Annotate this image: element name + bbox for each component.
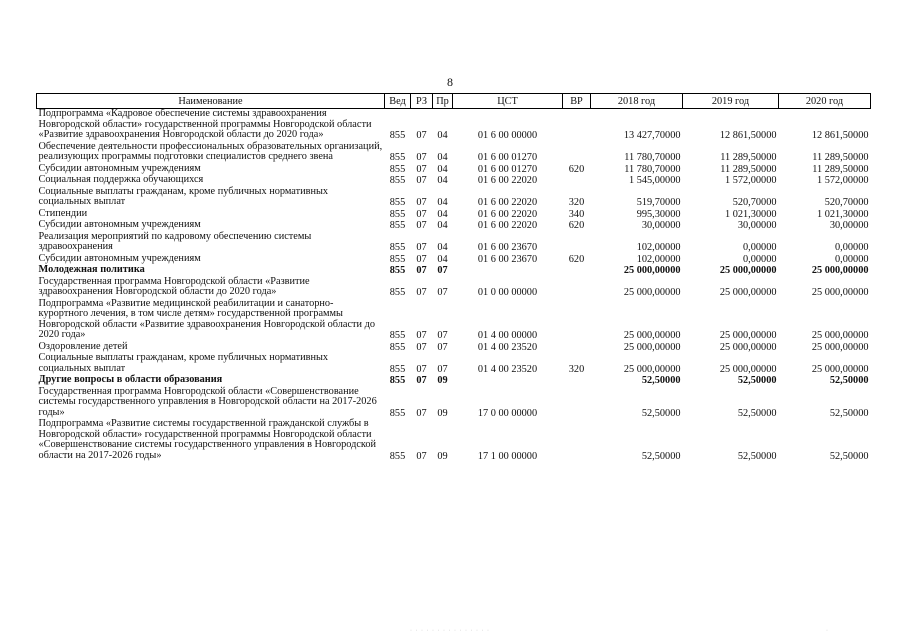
- cell-rz: 07: [416, 330, 427, 341]
- table-row: [37, 419, 871, 462]
- cell-rz: 07: [416, 407, 427, 419]
- header-2018: 2018 год: [591, 94, 683, 109]
- cell-name: Подпрограмма «Развитие системы государственной гражданской службы в Новгородской области» государственной программы Новгородской области «Совершенствование системы государственного управления в Новгородской области на 2017-2026 годы»: [38, 418, 377, 461]
- cell-2018: 11 780,70000: [624, 163, 681, 175]
- cell-2020: 11 289,50000: [812, 152, 869, 163]
- cell-rz: 07: [416, 197, 427, 208]
- cell-2019: 30,00000: [737, 220, 777, 231]
- table-row: [37, 353, 871, 375]
- cell-ved: 855: [389, 330, 406, 341]
- cell-vr: [563, 265, 591, 277]
- page-number: 8: [447, 75, 453, 89]
- cell-2018: 25 000,00000: [623, 363, 681, 375]
- cell-cst: 01 6 00 23670: [477, 242, 538, 253]
- cell-ved: 855: [389, 208, 406, 220]
- cell-ved: 855: [389, 175, 406, 186]
- cell-cst: 01 6 00 01270: [477, 152, 538, 163]
- cell-pr: 04: [437, 242, 448, 253]
- budget-table: [36, 93, 871, 462]
- cell-vr: [563, 232, 591, 254]
- cell-vr: 620: [568, 253, 585, 265]
- cell-rz: 07: [416, 450, 427, 462]
- cell-pr: 07: [437, 265, 448, 276]
- cell-2018: 995,30000: [636, 208, 681, 220]
- header-2020: 2020 год: [779, 94, 871, 109]
- cell-2020: 0,00000: [835, 253, 869, 265]
- cell-ved: 855: [389, 265, 406, 276]
- header-cst: ЦСТ: [453, 94, 563, 109]
- cell-2019: 52,50000: [737, 407, 777, 419]
- cell-2019: 520,70000: [732, 197, 777, 208]
- cell-ved: 855: [389, 341, 406, 353]
- cell-pr: 07: [437, 341, 448, 353]
- cell-vr: [563, 342, 591, 354]
- header-name: Наименование: [37, 94, 385, 109]
- cell-cst: 01 6 00 22020: [477, 220, 538, 231]
- cell-rz: 07: [416, 242, 427, 253]
- cell-ved: 855: [389, 197, 406, 208]
- cell-name: Социальные выплаты гражданам, кроме публичных нормативных социальных выплат: [38, 352, 329, 374]
- cell-2018: 25 000,00000: [623, 341, 681, 353]
- header-rz: РЗ: [411, 94, 433, 109]
- cell-2018: 52,50000: [641, 407, 681, 419]
- table-row: [37, 277, 871, 299]
- table-row: [37, 254, 871, 266]
- cell-2019: 1 572,00000: [725, 175, 777, 186]
- cell-cst: 17 0 00 00000: [477, 407, 538, 419]
- cell-name: Молодежная политика: [38, 264, 145, 275]
- cell-ved: 855: [389, 163, 406, 175]
- cell-pr: 04: [437, 163, 448, 175]
- cell-ved: 855: [389, 242, 406, 253]
- cell-name: Социальная поддержка обучающихся: [38, 174, 204, 185]
- cell-2018: 25 000,00000: [623, 265, 681, 276]
- cell-rz: 07: [416, 175, 427, 186]
- cell-pr: 04: [437, 197, 448, 208]
- cell-ved: 855: [389, 363, 406, 375]
- cell-2018: 11 780,70000: [624, 152, 681, 163]
- cell-2020: 52,50000: [829, 450, 869, 462]
- cell-ved: 855: [389, 130, 406, 141]
- cell-ved: 855: [389, 407, 406, 419]
- footer-mark-right: ·: [826, 628, 828, 634]
- cell-ved: 855: [389, 220, 406, 231]
- footer-marks: · · · · · · · · · · · · · · ·: [410, 628, 490, 634]
- table-row: [37, 187, 871, 209]
- cell-2018: 102,00000: [636, 242, 681, 253]
- cell-pr: 04: [437, 175, 448, 186]
- cell-rz: 07: [416, 363, 427, 375]
- table-row: [37, 109, 871, 142]
- cell-pr: 09: [437, 407, 448, 419]
- cell-vr: [563, 299, 591, 342]
- table-row: [37, 375, 871, 387]
- cell-2018: 52,50000: [641, 375, 681, 386]
- cell-cst: 01 6 00 00000: [477, 130, 538, 141]
- cell-2019: 0,00000: [743, 242, 777, 253]
- table-row: [37, 265, 871, 277]
- cell-2018: 519,70000: [636, 197, 681, 208]
- cell-name: Социальные выплаты гражданам, кроме публичных нормативных социальных выплат: [38, 185, 329, 207]
- cell-name: Субсидии автономным учреждениям: [38, 252, 201, 264]
- cell-2019: 11 289,50000: [720, 152, 777, 163]
- cell-rz: 07: [416, 375, 427, 386]
- cell-2019: 25 000,00000: [719, 341, 777, 353]
- cell-cst: [453, 265, 563, 277]
- cell-rz: 07: [416, 220, 427, 231]
- header-ved: Вед: [385, 94, 411, 109]
- table-row: [37, 142, 871, 164]
- cell-rz: 07: [416, 163, 427, 175]
- cell-2019: 11 289,50000: [720, 163, 777, 175]
- header-pr: Пр: [433, 94, 453, 109]
- cell-vr: [563, 277, 591, 299]
- cell-vr: 620: [568, 220, 585, 231]
- cell-2018: 30,00000: [641, 220, 681, 231]
- cell-cst: 01 6 00 23670: [477, 253, 538, 265]
- table-row: [37, 175, 871, 187]
- cell-vr: 620: [568, 163, 585, 175]
- cell-rz: 07: [416, 287, 427, 298]
- cell-rz: 07: [416, 130, 427, 141]
- cell-pr: 04: [437, 208, 448, 220]
- table-header-row: [37, 94, 871, 109]
- cell-name: Государственная программа Новгородской области «Развитие здравоохранения Новгородской области до 2020 года»: [38, 275, 310, 297]
- cell-2018: 25 000,00000: [623, 287, 681, 298]
- cell-rz: 07: [416, 341, 427, 353]
- cell-ved: 855: [389, 287, 406, 298]
- cell-vr: 340: [568, 208, 585, 220]
- cell-name: Подпрограмма «Развитие медицинской реабилитации и санаторно-курортного лечения, в том числе детям» государственной программы Новгородской области «Развитие здравоохранения Новгородской области до 2020 года»: [38, 297, 376, 340]
- cell-2020: 52,50000: [829, 375, 869, 386]
- cell-pr: 09: [437, 375, 448, 386]
- cell-vr: [563, 109, 591, 142]
- cell-cst: 01 4 00 00000: [477, 330, 538, 341]
- cell-pr: 04: [437, 130, 448, 141]
- cell-pr: 07: [437, 330, 448, 341]
- cell-rz: 07: [416, 253, 427, 265]
- cell-2018: 52,50000: [641, 450, 681, 462]
- cell-2020: 1 021,30000: [817, 208, 869, 220]
- cell-ved: 855: [389, 375, 406, 386]
- cell-2020: 52,50000: [829, 407, 869, 419]
- cell-2018: 1 545,00000: [629, 175, 681, 186]
- cell-rz: 07: [416, 265, 427, 276]
- cell-ved: 855: [389, 253, 406, 265]
- cell-2019: 0,00000: [743, 253, 777, 265]
- cell-name: Субсидии автономным учреждениям: [38, 162, 201, 174]
- cell-vr: [563, 419, 591, 462]
- cell-2020: 30,00000: [829, 220, 869, 231]
- cell-pr: 09: [437, 450, 448, 462]
- cell-2019: 1 021,30000: [725, 208, 777, 220]
- table-row: [37, 232, 871, 254]
- cell-vr: [563, 375, 591, 387]
- table-row: [37, 299, 871, 342]
- cell-2018: 25 000,00000: [623, 330, 681, 341]
- cell-name: Обеспечение деятельности профессиональных образовательных организаций, реализующих программы подготовки специалистов среднего звена: [38, 140, 383, 162]
- cell-2020: 25 000,00000: [811, 330, 869, 341]
- cell-2020: 0,00000: [835, 242, 869, 253]
- table-row: [37, 220, 871, 232]
- cell-2019: 25 000,00000: [719, 265, 777, 276]
- table-row: [37, 387, 871, 420]
- cell-2019: 25 000,00000: [719, 363, 777, 375]
- cell-2020: 25 000,00000: [811, 265, 869, 276]
- cell-2020: 12 861,50000: [811, 130, 869, 141]
- cell-name: Субсидии автономным учреждениям: [38, 219, 201, 230]
- cell-vr: 320: [568, 197, 585, 208]
- cell-vr: 320: [568, 363, 585, 375]
- cell-2019: 52,50000: [737, 450, 777, 462]
- cell-name: Другие вопросы в области образования: [38, 374, 223, 385]
- cell-cst: 01 4 00 23520: [477, 341, 538, 353]
- cell-cst: 01 6 00 22020: [477, 175, 538, 186]
- cell-ved: 855: [389, 450, 406, 462]
- cell-2019: 25 000,00000: [719, 287, 777, 298]
- cell-pr: 07: [437, 287, 448, 298]
- cell-cst: 17 1 00 00000: [477, 450, 538, 462]
- cell-2018: 102,00000: [636, 253, 681, 265]
- header-vr: ВР: [563, 94, 591, 109]
- cell-name: Подпрограмма «Кадровое обеспечение системы здравоохранения Новгородской области» государственной программы Новгородской области «Развитие здравоохранения Новгородской области до 2020 года»: [38, 108, 372, 140]
- cell-name: Оздоровление детей: [38, 340, 128, 352]
- cell-pr: 04: [437, 220, 448, 231]
- cell-2018: 13 427,70000: [623, 130, 681, 141]
- cell-2019: 12 861,50000: [719, 130, 777, 141]
- cell-2019: 52,50000: [737, 375, 777, 386]
- cell-name: Стипендии: [38, 207, 88, 219]
- header-2019: 2019 год: [683, 94, 779, 109]
- cell-2020: 25 000,00000: [811, 341, 869, 353]
- cell-vr: [563, 142, 591, 164]
- cell-2019: 25 000,00000: [719, 330, 777, 341]
- cell-ved: 855: [389, 152, 406, 163]
- cell-2020: 1 572,00000: [817, 175, 869, 186]
- cell-name: Реализация мероприятий по кадровому обеспечению системы здравоохранения: [38, 230, 312, 252]
- cell-2020: 520,70000: [824, 197, 869, 208]
- table-body: [37, 109, 871, 463]
- cell-cst: 01 4 00 23520: [477, 363, 538, 375]
- cell-cst: 01 6 00 22020: [477, 208, 538, 220]
- cell-cst: 01 6 00 01270: [477, 163, 538, 175]
- cell-pr: 04: [437, 152, 448, 163]
- cell-vr: [563, 387, 591, 420]
- cell-rz: 07: [416, 152, 427, 163]
- cell-2020: 11 289,50000: [812, 163, 869, 175]
- cell-pr: 04: [437, 253, 448, 265]
- cell-pr: 07: [437, 363, 448, 375]
- cell-vr: [563, 175, 591, 187]
- cell-cst: 01 0 00 00000: [477, 287, 538, 298]
- cell-rz: 07: [416, 208, 427, 220]
- cell-2020: 25 000,00000: [811, 363, 869, 375]
- cell-cst: [453, 375, 563, 387]
- cell-name: Государственная программа Новгородской области «Совершенствование системы государственного управления в Новгородской области на 2017-2026 годы»: [38, 385, 377, 418]
- cell-cst: 01 6 00 22020: [477, 197, 538, 208]
- cell-2020: 25 000,00000: [811, 287, 869, 298]
